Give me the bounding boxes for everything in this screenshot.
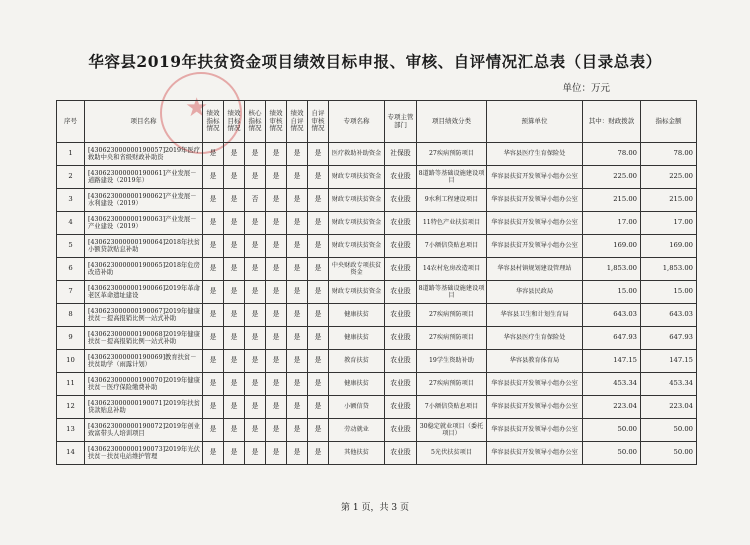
table-cell: 是 bbox=[245, 235, 266, 258]
table-cell: 169.00 bbox=[583, 235, 641, 258]
table-cell: 是 bbox=[224, 419, 245, 442]
table-cell: [430623000000190062]产业发展－水利建设（2019） bbox=[85, 189, 203, 212]
table-cell: 453.34 bbox=[641, 373, 697, 396]
column-header: 自评审核情况 bbox=[308, 101, 329, 143]
table-cell: 农业股 bbox=[385, 350, 417, 373]
table-cell: 华容县扶贫开发领导小组办公室 bbox=[487, 235, 583, 258]
table-cell: 是 bbox=[287, 304, 308, 327]
table-cell: 是 bbox=[245, 281, 266, 304]
table-cell: 是 bbox=[287, 258, 308, 281]
table-cell: 30稳定就业项目（委托项目） bbox=[417, 419, 487, 442]
table-cell: 27疾病预防项目 bbox=[417, 304, 487, 327]
table-cell: 是 bbox=[245, 143, 266, 166]
table-cell: 是 bbox=[224, 396, 245, 419]
table-cell: 是 bbox=[266, 143, 287, 166]
table-cell: 是 bbox=[203, 235, 224, 258]
table-cell: 农业股 bbox=[385, 442, 417, 465]
table-cell: 643.03 bbox=[641, 304, 697, 327]
table-cell: 是 bbox=[266, 189, 287, 212]
table-row bbox=[57, 327, 697, 350]
table-cell: 是 bbox=[287, 235, 308, 258]
table-row bbox=[57, 235, 697, 258]
table-cell: 147.15 bbox=[641, 350, 697, 373]
table-row bbox=[57, 258, 697, 281]
table-cell: 4 bbox=[57, 212, 85, 235]
table-cell: 是 bbox=[203, 143, 224, 166]
table-cell: 647.93 bbox=[641, 327, 697, 350]
table-cell: 是 bbox=[203, 258, 224, 281]
table-cell: 是 bbox=[245, 166, 266, 189]
table-cell: 是 bbox=[266, 258, 287, 281]
table-cell: 财政专项扶贫资金 bbox=[329, 281, 385, 304]
table-cell: 50.00 bbox=[583, 419, 641, 442]
table-cell: 农业股 bbox=[385, 419, 417, 442]
table-cell: 是 bbox=[245, 396, 266, 419]
table-cell: 78.00 bbox=[583, 143, 641, 166]
table-cell: 小额信贷 bbox=[329, 396, 385, 419]
column-header: 项目名称 bbox=[85, 101, 203, 143]
table-cell: 农业股 bbox=[385, 166, 417, 189]
table-cell: 是 bbox=[308, 396, 329, 419]
page-title: 华容县2019年扶贫资金项目绩效目标申报、审核、自评情况汇总表（目录总表） bbox=[88, 52, 662, 71]
table-cell: 7小额信贷贴息项目 bbox=[417, 235, 487, 258]
table-cell: 223.04 bbox=[641, 396, 697, 419]
table-cell: 健康扶贫 bbox=[329, 373, 385, 396]
table-cell: 是 bbox=[266, 350, 287, 373]
table-cell: 华容县医疗生育保险处 bbox=[487, 327, 583, 350]
table-cell: 是 bbox=[245, 350, 266, 373]
table-cell: [430623000000190064]2018年扶贫小额贷款贴息补助 bbox=[85, 235, 203, 258]
table-cell: 215.00 bbox=[641, 189, 697, 212]
table-cell: 是 bbox=[245, 258, 266, 281]
table-cell: 农业股 bbox=[385, 304, 417, 327]
table-row bbox=[57, 373, 697, 396]
table-cell: 147.15 bbox=[583, 350, 641, 373]
table-cell: 华容县医疗生育保险处 bbox=[487, 143, 583, 166]
table-cell: 8道路等基础设施建设项目 bbox=[417, 281, 487, 304]
table-cell: 健康扶贫 bbox=[329, 304, 385, 327]
table-cell: 13 bbox=[57, 419, 85, 442]
table-cell: 是 bbox=[224, 442, 245, 465]
table-cell: 是 bbox=[203, 281, 224, 304]
table-cell: 是 bbox=[203, 212, 224, 235]
table-cell: 50.00 bbox=[641, 419, 697, 442]
table-cell: [430623000000190057]2019年医疗救助中央和省级财政补助资 bbox=[85, 143, 203, 166]
table-cell: 是 bbox=[203, 373, 224, 396]
table-cell: 华容县扶贫开发领导小组办公室 bbox=[487, 442, 583, 465]
table-cell: 12 bbox=[57, 396, 85, 419]
table-cell: 是 bbox=[266, 442, 287, 465]
table-row bbox=[57, 419, 697, 442]
table-cell: 19学生资助补助 bbox=[417, 350, 487, 373]
table-cell: 7 bbox=[57, 281, 85, 304]
table-cell: 是 bbox=[266, 396, 287, 419]
seal-star-icon: ★ bbox=[185, 93, 209, 123]
unit-label: 单位：万元 bbox=[562, 83, 610, 94]
table-cell: 15.00 bbox=[583, 281, 641, 304]
table-cell: [430623000000190073]2019年光伏扶贫－扶贫电站维护管理 bbox=[85, 442, 203, 465]
table-cell: 农业股 bbox=[385, 373, 417, 396]
table-row bbox=[57, 442, 697, 465]
table-cell: 是 bbox=[203, 419, 224, 442]
table-cell: [430623000000190066]2019年革命老区革命遗址建设 bbox=[85, 281, 203, 304]
table-cell: 223.04 bbox=[583, 396, 641, 419]
table-cell: 是 bbox=[266, 166, 287, 189]
table-cell: 是 bbox=[266, 281, 287, 304]
column-header: 绩效目标情况 bbox=[224, 101, 245, 143]
table-cell: 169.00 bbox=[641, 235, 697, 258]
table-cell: 健康扶贫 bbox=[329, 327, 385, 350]
table-row bbox=[57, 304, 697, 327]
table-cell: 7小额信贷贴息项目 bbox=[417, 396, 487, 419]
table-cell: 是 bbox=[308, 166, 329, 189]
table-cell: 是 bbox=[308, 327, 329, 350]
table-cell: 1,853.00 bbox=[641, 258, 697, 281]
table-cell: 是 bbox=[287, 350, 308, 373]
table-cell: 是 bbox=[224, 258, 245, 281]
table-row bbox=[57, 189, 697, 212]
table-cell: 2 bbox=[57, 166, 85, 189]
table-cell: 是 bbox=[287, 442, 308, 465]
table-cell: 劳动就业 bbox=[329, 419, 385, 442]
table-cell: 财政专项扶贫资金 bbox=[329, 166, 385, 189]
column-header: 绩效自评情况 bbox=[287, 101, 308, 143]
table-cell: 是 bbox=[203, 327, 224, 350]
table-cell: 是 bbox=[287, 143, 308, 166]
table-cell: 是 bbox=[308, 189, 329, 212]
table-header-row bbox=[57, 101, 697, 143]
table-cell: 50.00 bbox=[641, 442, 697, 465]
column-header: 预算单位 bbox=[487, 101, 583, 143]
table-cell: 10 bbox=[57, 350, 85, 373]
table-cell: 是 bbox=[224, 281, 245, 304]
table-cell: 华容县扶贫开发领导小组办公室 bbox=[487, 396, 583, 419]
table-cell: 财政专项扶贫资金 bbox=[329, 235, 385, 258]
page-number: 第 1 页，共 3 页 bbox=[341, 503, 409, 513]
table-cell: 是 bbox=[266, 304, 287, 327]
table-cell: 11特色产业扶贫项目 bbox=[417, 212, 487, 235]
table-cell: 是 bbox=[203, 350, 224, 373]
column-header: 序号 bbox=[57, 101, 85, 143]
table-cell: [430623000000190072]2019年创业致富带头人培训项目 bbox=[85, 419, 203, 442]
table-cell: 财政专项扶贫资金 bbox=[329, 212, 385, 235]
table-cell: 华容县扶贫开发领导小组办公室 bbox=[487, 419, 583, 442]
table-cell: 27疾病预防项目 bbox=[417, 373, 487, 396]
table-cell: 是 bbox=[308, 373, 329, 396]
column-header: 项目绩效分类 bbox=[417, 101, 487, 143]
table-cell: 是 bbox=[203, 304, 224, 327]
table-cell: 14 bbox=[57, 442, 85, 465]
table-cell: 27疾病预防项目 bbox=[417, 327, 487, 350]
table-cell: 其他扶贫 bbox=[329, 442, 385, 465]
table-cell: 农业股 bbox=[385, 327, 417, 350]
column-header: 绩效指标情况 bbox=[203, 101, 224, 143]
table-cell: 华容县教育体育局 bbox=[487, 350, 583, 373]
table-cell: 是 bbox=[266, 419, 287, 442]
table-cell: 是 bbox=[224, 212, 245, 235]
table-cell: 是 bbox=[245, 304, 266, 327]
table-cell: 是 bbox=[287, 396, 308, 419]
table-cell: 教育扶贫 bbox=[329, 350, 385, 373]
table-cell: [430623000000190065]2018年危房改造补助 bbox=[85, 258, 203, 281]
table-cell: 9水利工程建设项目 bbox=[417, 189, 487, 212]
table-cell: 是 bbox=[224, 166, 245, 189]
table-cell: 是 bbox=[287, 327, 308, 350]
column-header: 专项名称 bbox=[329, 101, 385, 143]
table-cell: 是 bbox=[245, 327, 266, 350]
table-row bbox=[57, 166, 697, 189]
table-cell: 华容县民政局 bbox=[487, 281, 583, 304]
table-cell: 社保股 bbox=[385, 143, 417, 166]
table-cell: 是 bbox=[308, 350, 329, 373]
table-cell: 是 bbox=[308, 281, 329, 304]
table-cell: 华容县扶贫开发领导小组办公室 bbox=[487, 166, 583, 189]
table-cell: 财政专项扶贫资金 bbox=[329, 189, 385, 212]
table-cell: 是 bbox=[287, 189, 308, 212]
summary-table bbox=[56, 100, 697, 465]
table-cell: 是 bbox=[308, 143, 329, 166]
table-cell: 农业股 bbox=[385, 189, 417, 212]
table-cell: 华容县扶贫开发领导小组办公室 bbox=[487, 373, 583, 396]
table-cell: 是 bbox=[224, 143, 245, 166]
table-cell: 5光伏扶贫项目 bbox=[417, 442, 487, 465]
table-cell: 3 bbox=[57, 189, 85, 212]
table-cell: 是 bbox=[287, 419, 308, 442]
table-cell: [430623000000190069]教育扶贫－扶贫助学（雨露计划） bbox=[85, 350, 203, 373]
column-header: 绩效审核情况 bbox=[266, 101, 287, 143]
table-cell: 华容县村镇规划建设管理站 bbox=[487, 258, 583, 281]
table-cell: 是 bbox=[308, 304, 329, 327]
table-cell: [430623000000190063]产业发展－产业建设（2019） bbox=[85, 212, 203, 235]
table-cell: 是 bbox=[308, 442, 329, 465]
table-cell: 225.00 bbox=[583, 166, 641, 189]
table-cell: 华容县扶贫开发领导小组办公室 bbox=[487, 212, 583, 235]
table-cell: 华容县卫生和计划生育局 bbox=[487, 304, 583, 327]
table-cell: 是 bbox=[224, 373, 245, 396]
table-cell: 50.00 bbox=[583, 442, 641, 465]
table-cell: 14农村危房改造项目 bbox=[417, 258, 487, 281]
table-cell: 是 bbox=[308, 258, 329, 281]
column-header: 指标金额 bbox=[641, 101, 697, 143]
table-cell: 1 bbox=[57, 143, 85, 166]
table-cell: 是 bbox=[266, 373, 287, 396]
table-cell: 是 bbox=[224, 235, 245, 258]
table-cell: 643.03 bbox=[583, 304, 641, 327]
table-cell: 是 bbox=[245, 212, 266, 235]
table-cell: 农业股 bbox=[385, 212, 417, 235]
table-cell: 中央财政专项扶贫资金 bbox=[329, 258, 385, 281]
table-cell: 5 bbox=[57, 235, 85, 258]
table-cell: 225.00 bbox=[641, 166, 697, 189]
table-cell: 是 bbox=[224, 304, 245, 327]
column-header: 其中：财政拨款 bbox=[583, 101, 641, 143]
column-header: 专项主管部门 bbox=[385, 101, 417, 143]
table-cell: 农业股 bbox=[385, 281, 417, 304]
table-cell: 8道路等基础设施建设项目 bbox=[417, 166, 487, 189]
table-cell: 是 bbox=[203, 442, 224, 465]
table-cell: 是 bbox=[224, 189, 245, 212]
table-row bbox=[57, 281, 697, 304]
table-cell: 是 bbox=[203, 189, 224, 212]
table-cell: [430623000000190061]产业发展－道路建设（2019年） bbox=[85, 166, 203, 189]
table-cell: 15.00 bbox=[641, 281, 697, 304]
table-cell: 是 bbox=[308, 419, 329, 442]
table-row bbox=[57, 350, 697, 373]
table-cell: 是 bbox=[287, 373, 308, 396]
column-header: 核心指标情况 bbox=[245, 101, 266, 143]
table-cell: 是 bbox=[266, 212, 287, 235]
table-cell: 是 bbox=[203, 166, 224, 189]
table-body bbox=[57, 143, 697, 465]
table-cell: 农业股 bbox=[385, 396, 417, 419]
table-cell: 27疾病预防项目 bbox=[417, 143, 487, 166]
table-cell: 215.00 bbox=[583, 189, 641, 212]
table-cell: 1,853.00 bbox=[583, 258, 641, 281]
table-row bbox=[57, 396, 697, 419]
table-cell: 否 bbox=[245, 189, 266, 212]
table-cell: 医疗救助补助资金 bbox=[329, 143, 385, 166]
table-row bbox=[57, 212, 697, 235]
table-cell: 17.00 bbox=[641, 212, 697, 235]
table-cell: 是 bbox=[266, 327, 287, 350]
table-cell: 农业股 bbox=[385, 235, 417, 258]
table-cell: 9 bbox=[57, 327, 85, 350]
table-cell: 是 bbox=[287, 166, 308, 189]
table-row bbox=[57, 143, 697, 166]
table-cell: [430623000000190071]2019年扶贫贷款贴息补助 bbox=[85, 396, 203, 419]
table-cell: 647.93 bbox=[583, 327, 641, 350]
table-cell: 是 bbox=[203, 396, 224, 419]
table-cell: 华容县扶贫开发领导小组办公室 bbox=[487, 189, 583, 212]
table-cell: 是 bbox=[308, 235, 329, 258]
table-cell: 是 bbox=[224, 327, 245, 350]
table-cell: 农业股 bbox=[385, 258, 417, 281]
table-cell: 是 bbox=[287, 212, 308, 235]
table-cell: 是 bbox=[245, 419, 266, 442]
table-cell: 是 bbox=[245, 442, 266, 465]
table-cell: [430623000000190068]2019年健康扶贫－提高报销比例一站式补助 bbox=[85, 327, 203, 350]
table-cell: 78.00 bbox=[641, 143, 697, 166]
table-cell: 6 bbox=[57, 258, 85, 281]
table-cell: 是 bbox=[245, 373, 266, 396]
table-cell: 是 bbox=[266, 235, 287, 258]
table-cell: 8 bbox=[57, 304, 85, 327]
table-cell: [430623000000190070]2019年健康扶贫－医疗保险缴费补助 bbox=[85, 373, 203, 396]
table-cell: 17.00 bbox=[583, 212, 641, 235]
table-cell: 453.34 bbox=[583, 373, 641, 396]
table-cell: 11 bbox=[57, 373, 85, 396]
table-cell: [430623000000190067]2019年健康扶贫－提高报销比例一站式补助 bbox=[85, 304, 203, 327]
table-cell: 是 bbox=[224, 350, 245, 373]
table-cell: 是 bbox=[287, 281, 308, 304]
table-cell: 是 bbox=[308, 212, 329, 235]
